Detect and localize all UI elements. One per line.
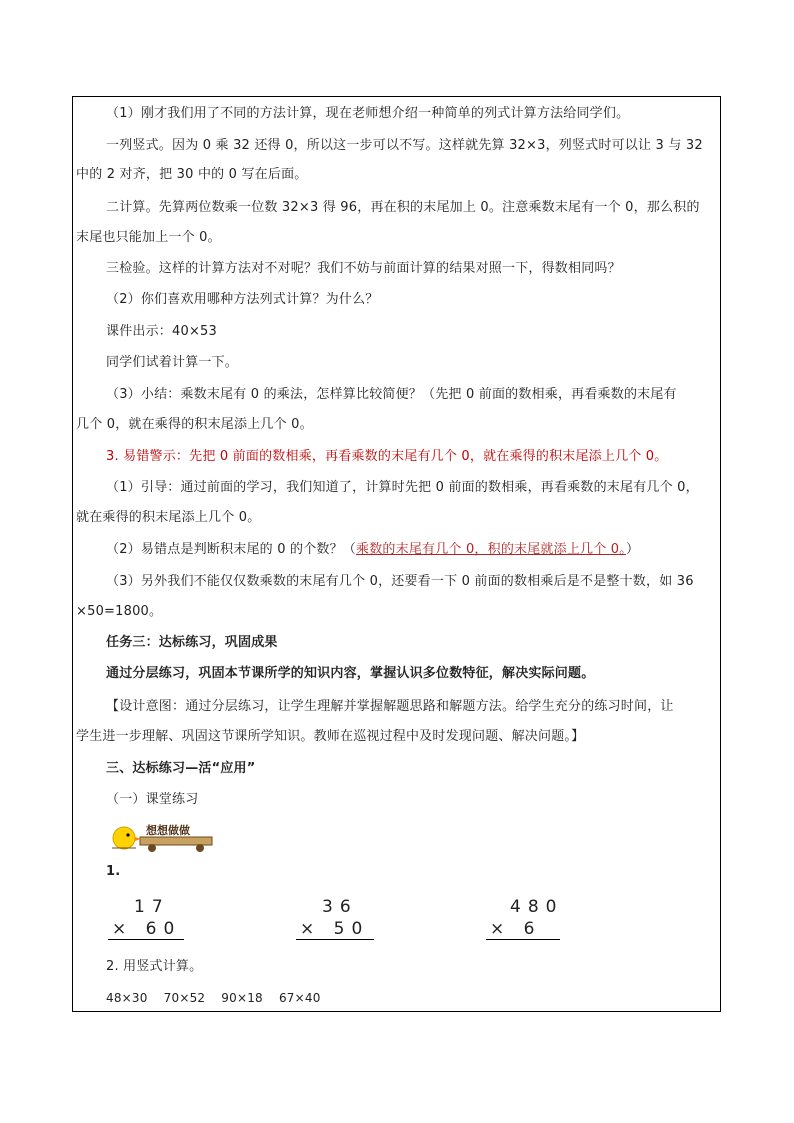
para-2b: 中的 2 对齐，把 30 中的 0 写在后面。	[76, 167, 308, 182]
question-1-label: 1.	[106, 864, 121, 879]
chick-cart-icon	[108, 820, 218, 854]
task-3-heading: 任务三：达标练习，巩固成果	[106, 635, 278, 650]
vertical-2-line	[296, 939, 374, 940]
para-6: 课件出示：40×53	[106, 324, 217, 339]
para-11	[106, 540, 639, 560]
para-3b: 末尾也只能加上一个 0。	[76, 230, 221, 245]
para-11-pre: （2）易错点是判断积末尾的 0 的个数？（	[106, 542, 357, 557]
goal-text: 通过分层练习，巩固本节课所学的知识内容，掌握认识多位数特征，解决实际问题。	[106, 666, 595, 681]
para-1: （1）刚才我们用了不同的方法计算，现在老师想介绍一种简单的列式计算方法给同学们。	[106, 106, 630, 121]
question-2-items: 48×30 70×52 90×18 67×40	[106, 991, 321, 1005]
section-3-heading: 三、达标练习—活“应用”	[106, 761, 256, 776]
para-8a: （3）小结：乘数末尾有 0 的乘法，怎样算比较简便？（先把 0 前面的数相乘，再看乘数的末尾有	[106, 387, 677, 402]
para-8b: 几个 0，就在乘得的积末尾添上几个 0。	[76, 417, 313, 432]
vertical-2-bottom: × 50	[300, 919, 370, 939]
para-11-post: ）	[625, 542, 640, 557]
para-2a: 一列竖式。因为 0 乘 32 还得 0，所以这一步可以不写。这样就先算 32×3，列竖式时可以让 3 与 32	[106, 138, 703, 153]
design-intent-b: 学生进一步理解、巩固这节课所学知识。教师在巡视过程中及时发现问题、解决问题。】	[76, 729, 585, 744]
error-warning: 3. 易错警示：先把 0 前面的数相乘，再看乘数的末尾有几个 0，就在乘得的积末尾添上几个 0。	[106, 449, 668, 464]
classroom-practice-heading: （一）课堂练习	[106, 792, 199, 807]
badge-label: 想想做做	[146, 824, 190, 837]
vertical-1-bottom: × 60	[112, 919, 182, 939]
vertical-1-top: 17	[134, 897, 170, 917]
para-12a: （3）另外我们不能仅仅数乘数的末尾有几个 0，还要看一下 0 前面的数相乘后是不是整十数，如 36	[106, 574, 694, 589]
vertical-3-top: 480	[510, 897, 564, 917]
para-10b: 就在乘得的积末尾添上几个 0。	[76, 510, 261, 525]
para-7: 同学们试着计算一下。	[106, 355, 239, 370]
vertical-1-line	[108, 939, 184, 940]
vertical-3-bottom: × 6	[490, 919, 542, 939]
question-2-label: 2. 用竖式计算。	[106, 959, 203, 974]
vertical-3-line	[486, 939, 560, 940]
para-10a: （1）引导：通过前面的学习，我们知道了，计算时先把 0 前面的数相乘，再看乘数的末尾有几个 0，	[106, 480, 699, 495]
para-5: （2）你们喜欢用哪种方法列式计算？为什么？	[106, 292, 379, 307]
para-4: 三检验。这样的计算方法对不对呢？我们不妨与前面计算的结果对照一下，得数相同吗？	[106, 261, 621, 276]
vertical-2-top: 36	[322, 897, 358, 917]
para-3a: 二计算。先算两位数乘一位数 32×3 得 96，再在积的末尾加上 0。注意乘数末尾有一个 0，那么积的	[106, 200, 700, 215]
para-11-answer: 乘数的末尾有几个 0，积的末尾就添上几个 0。	[356, 542, 626, 557]
para-12b: ×50=1800。	[76, 604, 163, 619]
design-intent-a: 【设计意图：通过分层练习，让学生理解并掌握解题思路和解题方法。给学生充分的练习时间，让	[106, 699, 674, 714]
